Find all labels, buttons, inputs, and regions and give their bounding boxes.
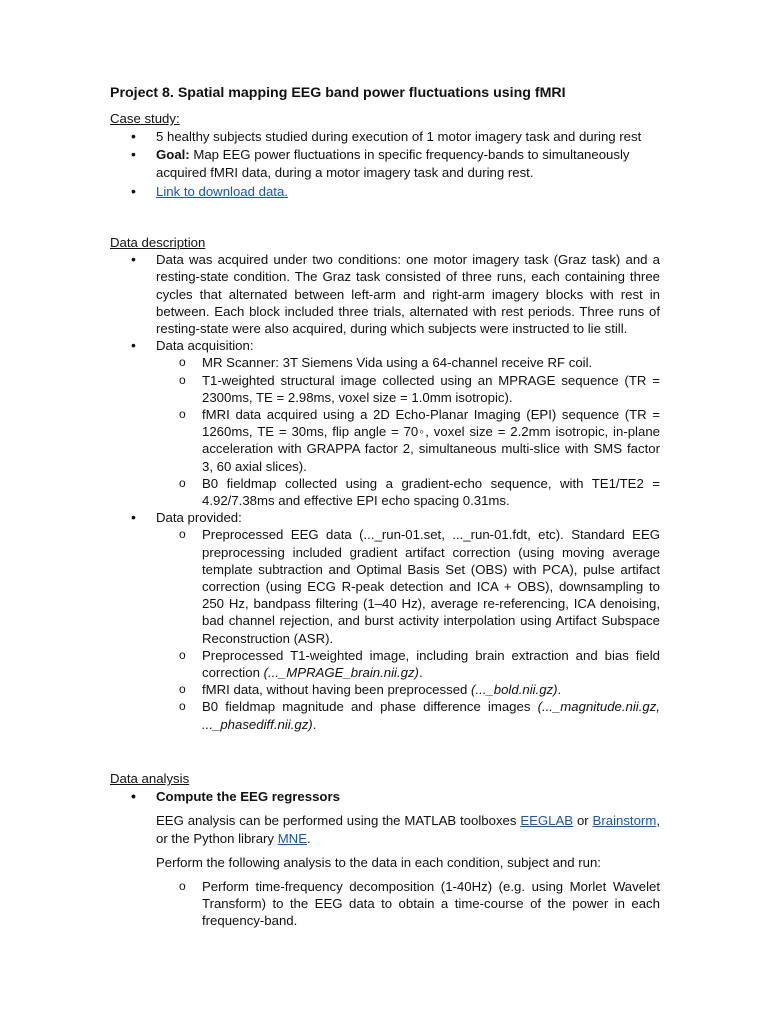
circle-bullet-icon: o [179, 407, 186, 422]
bullet-icon: • [131, 251, 136, 268]
data-description-section [110, 234, 660, 733]
acquisition-item: MR Scanner: 3T Siemens Vida using a 64-channel receive RF coil. [202, 355, 593, 371]
list-item [110, 509, 660, 526]
circle-bullet-icon: o [179, 699, 186, 714]
conditions-text: Data was acquired under two conditions: one motor imagery task (Graz task) and a resting-state condition. The Graz task consisted of three runs, each containing three cycles that alternated between left-arm and right-arm imagery blocks with rest in between. Each block included three trials, alternated with rest periods. Three runs of resting-state were also acquired, during which subjects were instructed to lie still. [156, 252, 660, 337]
circle-bullet-icon: o [179, 355, 186, 370]
mne-link[interactable]: MNE [277, 830, 307, 846]
tools-text: , or the Python library [156, 813, 660, 846]
sub-list-item [110, 647, 660, 681]
acquisition-item: T1-weighted structural image collected using an MPRAGE sequence (TR = 2300ms, TE = 2.98ms, voxel size = 1.0mm isotropic). [202, 372, 660, 405]
sub-list-item [110, 681, 660, 698]
subjects-text: 5 healthy subjects studied during execution of 1 motor imagery task and during rest [156, 129, 642, 145]
sub-list-item [110, 526, 660, 646]
circle-bullet-icon: o [179, 879, 186, 894]
case-study-section [110, 110, 660, 200]
tools-text: EEG analysis can be performed using the MATLAB toolboxes [156, 813, 521, 829]
goal-label: Goal: [156, 147, 190, 163]
download-data-link[interactable]: Link to download data. [156, 183, 288, 199]
tools-text: . [307, 830, 311, 846]
provided-label: Data provided: [156, 510, 242, 526]
eeglab-link[interactable]: EEGLAB [520, 813, 574, 829]
eeg-provided-text: Preprocessed EEG data (..._run-01.set, ..._run-01.fdt, etc). Standard EEG preprocessing included gradient artifact correction (using moving average template subtraction and Optimal Basis Set (OBS) with PCA), pulse artifact correction (using ECG R-peak detection and ICA + OBS), downsampling to 250 Hz, bandpass filtering (1–40 Hz), average re-referencing, ICA denoising, bad channel rejection, and burst activity interpolation using Artifact Subspace Reconstruction (ASR). [202, 527, 660, 646]
b0-filename: (..._magnitude.nii.gz, ..._phasediff.nii.gz) [202, 699, 660, 732]
t1-provided-text: Preprocessed T1-weighted image, including brain extraction and bias field correction [202, 647, 660, 681]
list-item [110, 251, 660, 337]
bullet-icon: • [131, 128, 136, 145]
fmri-provided-text: fMRI data, without having been preprocessed [202, 682, 472, 698]
brainstorm-link[interactable]: Brainstorm [592, 813, 657, 829]
data-analysis-section [110, 770, 660, 930]
bullet-icon: • [131, 182, 136, 199]
b0-provided-text: B0 fieldmap magnitude and phase difference images [202, 699, 538, 715]
acquisition-item: B0 fieldmap collected using a gradient-echo sequence, with TE1/TE2 = 4.92/7.38ms and effective EPI echo spacing 0.31ms. [202, 475, 660, 509]
sub-list-item [110, 475, 660, 509]
sub-list-item [110, 354, 660, 371]
sub-list-item [110, 878, 660, 930]
t1-end: . [418, 665, 423, 681]
case-study-heading: Case study: [110, 111, 180, 126]
perform-intro: Perform the following analysis to the data in each condition, subject and run: [156, 854, 601, 870]
circle-bullet-icon: o [179, 475, 186, 490]
acquisition-label: Data acquisition: [156, 338, 254, 354]
sub-list-item [110, 372, 660, 406]
circle-bullet-icon: o [179, 372, 186, 387]
list-item [110, 337, 660, 354]
tf-decomposition-text: Perform time-frequency decomposition (1-40Hz) (e.g. using Morlet Wavelet Transform) to the EEG data to obtain a time-course of the power in each frequency-band. [202, 879, 660, 929]
eeg-regressors-heading: Compute the EEG regressors [156, 789, 340, 805]
tools-paragraph [110, 812, 660, 846]
list-item [110, 183, 660, 200]
acquisition-item: fMRI data acquired using a 2D Echo-Planar Imaging (EPI) sequence (TR = 1260ms, TE = 30ms, flip angle = 70◦, voxel size = 2.2mm isotropic, in-plane acceleration with GRAPPA factor 2, simultaneous multi-slice with SMS factor 3, 60 axial slices). [202, 407, 660, 474]
circle-bullet-icon: o [179, 527, 186, 542]
circle-bullet-icon: o [179, 647, 186, 662]
list-item [110, 788, 660, 805]
fmri-filename: (..._bold.nii.gz) [471, 682, 558, 698]
circle-bullet-icon: o [179, 682, 186, 697]
bullet-icon: • [131, 146, 136, 163]
b0-end: . [312, 716, 317, 732]
bullet-icon: • [131, 509, 136, 526]
data-description-heading: Data description [110, 235, 206, 250]
t1-filename: (..._MPRAGE_brain.nii.gz) [263, 665, 419, 681]
list-item [110, 128, 660, 145]
data-analysis-heading: Data analysis [110, 771, 190, 786]
sub-list-item [110, 406, 660, 475]
goal-text: Map EEG power fluctuations in specific frequency-bands to simultaneously acquired fMRI data, during a motor imagery task and during rest. [156, 147, 630, 180]
list-item [110, 146, 660, 180]
fmri-end: . [557, 682, 562, 698]
bullet-icon: • [131, 337, 136, 354]
sub-list-item [110, 698, 660, 732]
tools-text: or [573, 813, 593, 829]
bullet-icon: • [131, 788, 136, 805]
page-title: Project 8. Spatial mapping EEG band power fluctuations using fMRI [110, 85, 566, 101]
